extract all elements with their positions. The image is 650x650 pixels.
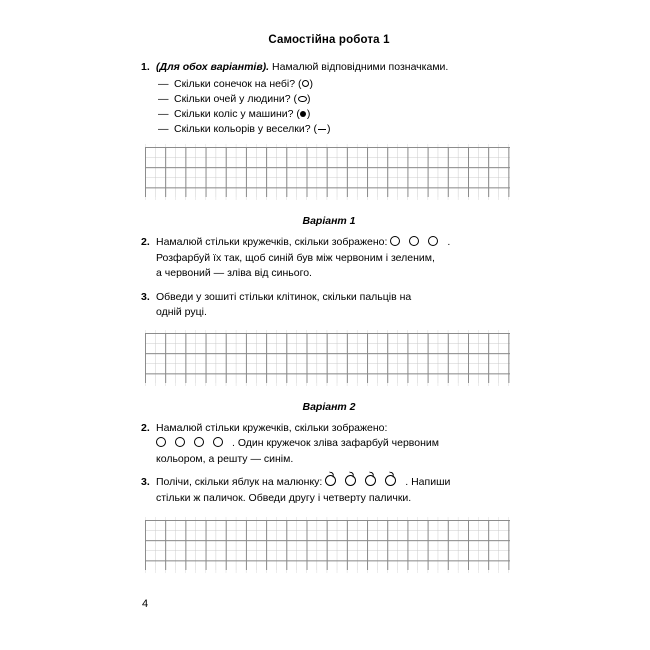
task-1-italic-lead: (Для обох варіантів).	[156, 61, 270, 73]
circle-icon	[175, 437, 185, 447]
task-1	[140, 60, 518, 137]
line-text: Намалюй стільки кружечків, скільки зображено:	[156, 236, 391, 249]
variant-2-task-2-line-3: кольором, а решту — синім.	[156, 452, 294, 465]
variant-2-task-2-line-2	[156, 437, 439, 449]
variant-1-task-3-number: 3.	[141, 290, 150, 303]
dash-marker: —	[158, 123, 169, 136]
task-1-text	[156, 60, 518, 137]
page-number: 4	[142, 598, 149, 610]
variant-2-task-3-line-2: стільки ж паличок. Обведи другу і четверту палички.	[156, 491, 412, 504]
small-ring-icon	[302, 80, 309, 87]
dash-marker: —	[158, 92, 169, 105]
answer-grid-1[interactable]	[145, 147, 510, 197]
task-1-lead-rest: Намалюй відповідними позначками.	[269, 61, 449, 73]
variant-1-task-2-line-2: Розфарбуй їх так, щоб синій був між червоним і зеленим,	[156, 251, 435, 264]
answer-grid-3[interactable]	[145, 520, 510, 570]
answer-grid-2[interactable]	[145, 333, 510, 383]
list-item	[156, 107, 518, 122]
page-content	[140, 34, 518, 570]
variant-1-task-2-text	[156, 235, 518, 282]
question-text-after: )	[309, 77, 313, 90]
circle-icon	[409, 236, 419, 246]
variant-2-task-2-text	[156, 421, 518, 468]
dash-marker: —	[158, 107, 169, 120]
variant-1-task-2-line-3: а червоний — зліва від синього.	[156, 267, 312, 280]
dash-marker: —	[158, 77, 169, 90]
variant-2-task-3-text	[156, 475, 518, 506]
list-item	[156, 92, 518, 107]
variant-1-heading: Варіант 1	[302, 215, 356, 228]
filled-dot-icon	[300, 111, 306, 117]
question-text-before: Скільки сонечок на небі? (	[174, 77, 302, 90]
variant-1-task-3-line-2: одній руці.	[156, 306, 207, 319]
line-text-end: . Один кружечок зліва зафарбуй червоним	[232, 437, 439, 450]
line-text-end: .	[447, 236, 451, 249]
circle-icon	[390, 236, 400, 246]
question-text-after: )	[326, 123, 331, 136]
em-dash-icon	[318, 129, 326, 130]
question-text-before: Скільки очей у людини? (	[174, 92, 298, 105]
circle-icon	[156, 437, 166, 447]
oval-ring-icon	[298, 96, 307, 103]
circle-icon	[194, 437, 204, 447]
apple-icon	[365, 475, 376, 486]
variant-1-task-2-number: 2.	[141, 236, 150, 249]
apple-icon	[325, 475, 336, 486]
variant-2-heading: Варіант 2	[302, 400, 356, 413]
variant-2-task-3-line-1-after: . Напиши	[405, 476, 451, 489]
variant-2-task-3-line-1-before: Полічи, скільки яблук на малюнку:	[156, 476, 326, 489]
variant-2-task-3	[140, 475, 518, 506]
variant-1-task-3-line-1: Обведи у зошиті стільки клітинок, скільки пальців на	[156, 290, 412, 303]
question-text-before: Скільки кольорів у веселки? (	[174, 123, 317, 136]
question-text-before: Скільки коліс у машини? (	[174, 107, 300, 120]
variant-1-task-2-line-1	[156, 236, 450, 248]
page-title: Самостійна робота 1	[268, 34, 390, 46]
task-1-question-list	[156, 77, 518, 138]
variant-1-task-3	[140, 290, 518, 321]
variant-2-task-2-line-1: Намалюй стільки кружечків, скільки зображено:	[156, 421, 388, 434]
question-text-after: )	[307, 92, 311, 105]
list-item	[156, 122, 518, 137]
question-text-after: )	[306, 107, 311, 120]
variant-2-task-3-number: 3.	[141, 476, 150, 489]
circle-icon	[213, 437, 223, 447]
apple-icon	[345, 475, 356, 486]
list-item	[156, 77, 518, 92]
variant-2-task-2-number: 2.	[141, 421, 150, 434]
variant-2-task-2	[140, 421, 518, 468]
task-1-number: 1.	[141, 61, 150, 73]
circle-icon	[428, 236, 438, 246]
variant-1-task-2	[140, 235, 518, 282]
variant-1-task-3-text	[156, 290, 518, 321]
apple-icon	[385, 475, 396, 486]
